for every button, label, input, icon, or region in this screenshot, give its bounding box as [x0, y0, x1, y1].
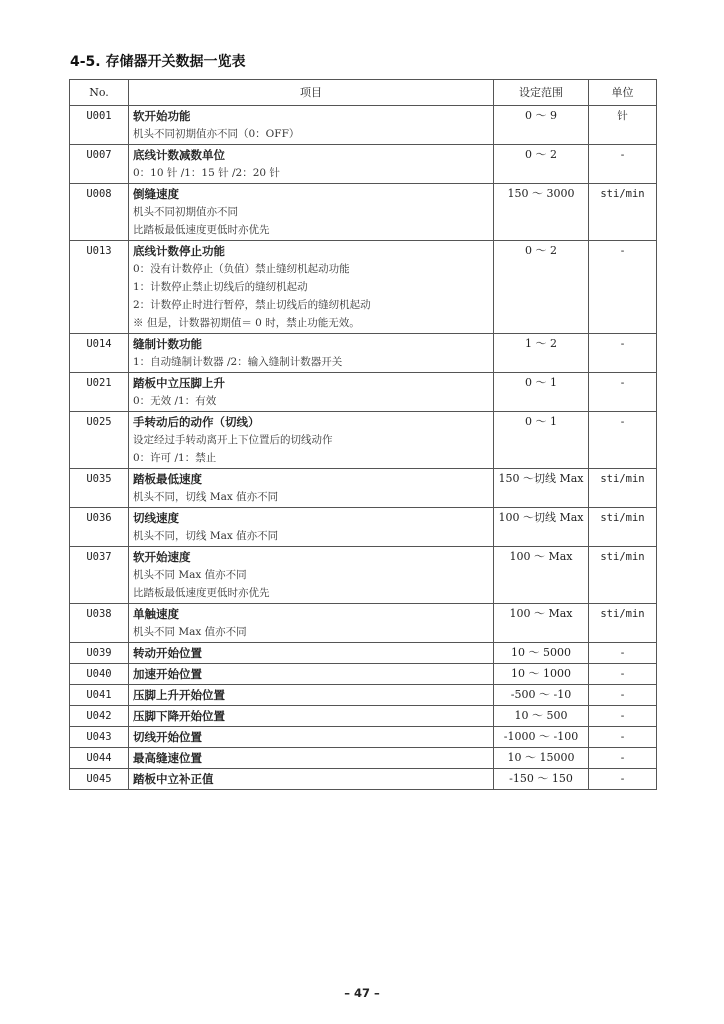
item-description: 机头不同 Max 值亦不同	[133, 569, 247, 581]
cell-item	[129, 604, 494, 643]
item-name: 踏板中立压脚上升	[133, 376, 225, 390]
item-name: 踏板中立补正值	[133, 772, 214, 786]
item-description: 0：许可 /1：禁止	[133, 452, 217, 464]
cell-no: U039	[70, 643, 129, 664]
item-description: 机头不同初期值亦不同	[133, 206, 238, 218]
cell-no: U007	[70, 145, 129, 184]
cell-no: U021	[70, 373, 129, 412]
cell-unit: -	[589, 412, 657, 469]
cell-item	[129, 184, 494, 241]
cell-no: U043	[70, 727, 129, 748]
cell-item	[129, 334, 494, 373]
item-name: 压脚下降开始位置	[133, 709, 225, 723]
cell-range: -1000 ～ -100	[494, 727, 589, 748]
cell-item	[129, 145, 494, 184]
cell-range: 10 ～ 15000	[494, 748, 589, 769]
cell-unit: -	[589, 373, 657, 412]
cell-range: 10 ～ 5000	[494, 643, 589, 664]
cell-range: 100 ～ Max	[494, 547, 589, 604]
item-name: 加速开始位置	[133, 667, 202, 681]
cell-unit: -	[589, 643, 657, 664]
cell-no: U025	[70, 412, 129, 469]
cell-range: 150 ～切线 Max	[494, 469, 589, 508]
header-item: 项目	[129, 80, 494, 106]
table-row	[70, 769, 657, 790]
item-description: ※ 但是，计数器初期值＝ 0 时，禁止功能无效。	[133, 317, 360, 329]
item-name: 手转动后的动作（切线）	[133, 415, 260, 429]
table-row	[70, 727, 657, 748]
cell-no: U037	[70, 547, 129, 604]
cell-no: U044	[70, 748, 129, 769]
table-row	[70, 664, 657, 685]
page-title: 4-5. 存储器开关数据一览表	[70, 54, 246, 70]
cell-no: U042	[70, 706, 129, 727]
item-name: 切线开始位置	[133, 730, 202, 744]
cell-unit: -	[589, 727, 657, 748]
cell-item	[129, 241, 494, 334]
cell-range: 0 ～ 2	[494, 241, 589, 334]
item-name: 转动开始位置	[133, 646, 202, 660]
cell-unit: -	[589, 685, 657, 706]
item-name: 单触速度	[133, 607, 179, 621]
cell-unit: sti/min	[589, 547, 657, 604]
cell-range: 0 ～ 1	[494, 373, 589, 412]
cell-unit: 针	[589, 106, 657, 145]
cell-item	[129, 469, 494, 508]
item-name: 倒缝速度	[133, 187, 179, 201]
page-number: – 47 –	[344, 986, 380, 1000]
cell-item	[129, 727, 494, 748]
cell-range: 0 ～ 2	[494, 145, 589, 184]
table-body	[70, 106, 657, 790]
table-header-row	[70, 80, 657, 106]
cell-item	[129, 547, 494, 604]
cell-item	[129, 106, 494, 145]
item-name: 压脚上升开始位置	[133, 688, 225, 702]
cell-range: 150 ～ 3000	[494, 184, 589, 241]
cell-item	[129, 643, 494, 664]
cell-no: U038	[70, 604, 129, 643]
cell-no: U040	[70, 664, 129, 685]
cell-unit: -	[589, 145, 657, 184]
cell-unit: -	[589, 769, 657, 790]
table-row	[70, 685, 657, 706]
cell-range: 10 ～ 500	[494, 706, 589, 727]
cell-range: 0 ～ 1	[494, 412, 589, 469]
item-description: 机头不同 Max 值亦不同	[133, 626, 247, 638]
cell-no: U014	[70, 334, 129, 373]
cell-unit: -	[589, 241, 657, 334]
cell-range: 100 ～ Max	[494, 604, 589, 643]
item-name: 软开始速度	[133, 550, 191, 564]
table-row	[70, 334, 657, 373]
item-name: 底线计数减数单位	[133, 148, 225, 162]
table-row	[70, 469, 657, 508]
item-name: 缝制计数功能	[133, 337, 202, 351]
cell-item	[129, 769, 494, 790]
cell-unit: sti/min	[589, 469, 657, 508]
table-row	[70, 547, 657, 604]
item-name: 切线速度	[133, 511, 179, 525]
item-description: 1：计数停止禁止切线后的缝纫机起动	[133, 281, 308, 293]
cell-no: U001	[70, 106, 129, 145]
cell-item	[129, 706, 494, 727]
header-no: No.	[70, 80, 129, 106]
table-row	[70, 643, 657, 664]
table-row	[70, 184, 657, 241]
table-row	[70, 604, 657, 643]
item-description: 0：没有计数停止（负值）禁止缝纫机起动功能	[133, 263, 350, 275]
item-description: 1：自动缝制计数器 /2：输入缝制计数器开关	[133, 356, 343, 368]
item-description: 0：10 针 /1：15 针 /2：20 针	[133, 167, 280, 179]
memory-switch-table	[69, 79, 657, 790]
item-description: 0：无效 /1：有效	[133, 395, 217, 407]
cell-unit: sti/min	[589, 508, 657, 547]
table-row	[70, 373, 657, 412]
cell-item	[129, 412, 494, 469]
item-description: 设定经过手转动离开上下位置后的切线动作	[133, 434, 333, 446]
cell-item	[129, 373, 494, 412]
item-description: 2：计数停止时进行暂停，禁止切线后的缝纫机起动	[133, 299, 371, 311]
cell-item	[129, 508, 494, 547]
table-row	[70, 412, 657, 469]
item-description: 机头不同，切线 Max 值亦不同	[133, 530, 279, 542]
header-range: 设定范围	[494, 80, 589, 106]
cell-unit: -	[589, 706, 657, 727]
cell-no: U036	[70, 508, 129, 547]
cell-no: U041	[70, 685, 129, 706]
cell-item	[129, 685, 494, 706]
cell-range: 0 ～ 9	[494, 106, 589, 145]
cell-unit: -	[589, 664, 657, 685]
item-name: 踏板最低速度	[133, 472, 202, 486]
cell-no: U035	[70, 469, 129, 508]
header-unit: 单位	[589, 80, 657, 106]
item-name: 最高缝速位置	[133, 751, 202, 765]
cell-no: U013	[70, 241, 129, 334]
cell-no: U008	[70, 184, 129, 241]
table-row	[70, 508, 657, 547]
cell-range: -500 ～ -10	[494, 685, 589, 706]
cell-range: 10 ～ 1000	[494, 664, 589, 685]
cell-range: 1 ～ 2	[494, 334, 589, 373]
cell-no: U045	[70, 769, 129, 790]
table-row	[70, 706, 657, 727]
cell-unit: sti/min	[589, 184, 657, 241]
item-description: 比踏板最低速度更低时亦优先	[133, 587, 270, 599]
cell-unit: -	[589, 334, 657, 373]
item-name: 软开始功能	[133, 109, 191, 123]
cell-range: 100 ～切线 Max	[494, 508, 589, 547]
item-description: 比踏板最低速度更低时亦优先	[133, 224, 270, 236]
table-row	[70, 241, 657, 334]
cell-unit: sti/min	[589, 604, 657, 643]
table-row	[70, 145, 657, 184]
item-name: 底线计数停止功能	[133, 244, 225, 258]
cell-item	[129, 748, 494, 769]
item-description: 机头不同初期值亦不同（0：OFF）	[133, 128, 300, 140]
cell-range: -150 ～ 150	[494, 769, 589, 790]
cell-unit: -	[589, 748, 657, 769]
table-row	[70, 748, 657, 769]
item-description: 机头不同，切线 Max 值亦不同	[133, 491, 279, 503]
cell-item	[129, 664, 494, 685]
table-row	[70, 106, 657, 145]
